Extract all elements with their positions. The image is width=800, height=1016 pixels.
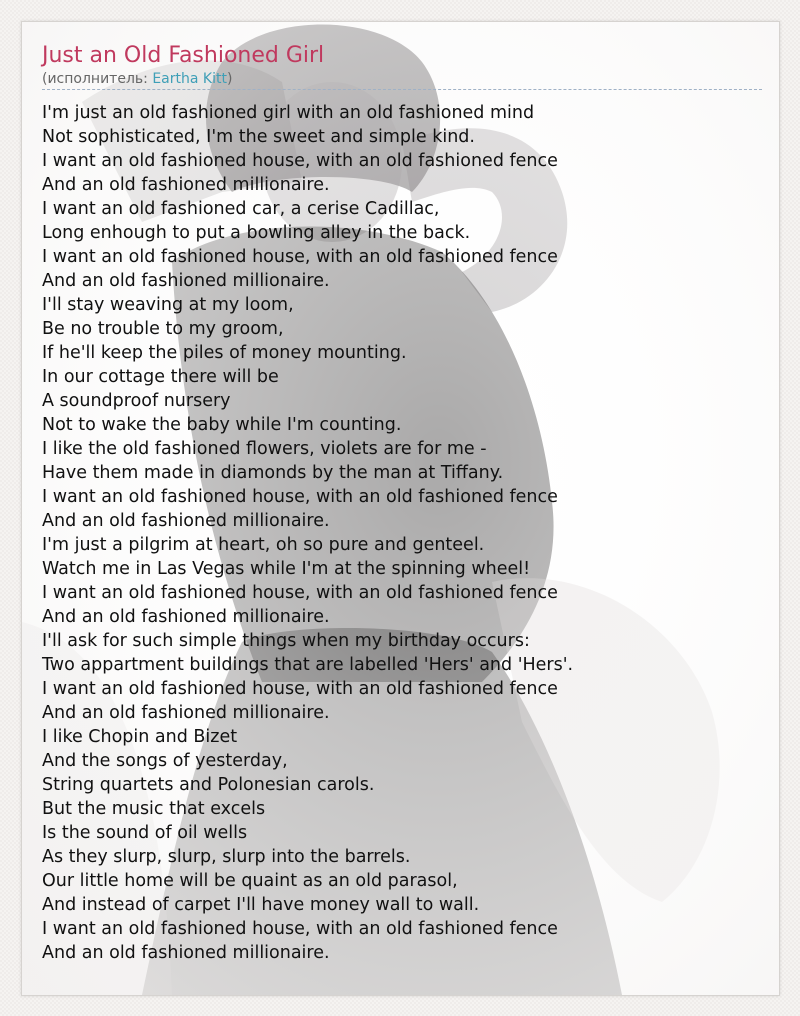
performer-link[interactable]: Eartha Kitt bbox=[152, 71, 227, 87]
lyric-line: I'm just a pilgrim at heart, oh so pure and genteel. bbox=[42, 535, 485, 555]
lyric-line: I'm just an old fashioned girl with an old fashioned mind bbox=[42, 103, 535, 123]
lyric-line: I want an old fashioned house, with an old fashioned fence bbox=[42, 583, 558, 603]
lyrics-card bbox=[21, 21, 780, 996]
lyric-line: Our little home will be quaint as an old parasol, bbox=[42, 871, 458, 891]
lyric-line: String quartets and Polonesian carols. bbox=[42, 775, 375, 795]
performer-suffix: ) bbox=[226, 71, 233, 87]
lyric-line: In our cottage there will be bbox=[42, 367, 279, 387]
lyric-line: I want an old fashioned house, with an old fashioned fence bbox=[42, 679, 558, 699]
performer-line bbox=[42, 70, 762, 88]
lyric-line: And an old fashioned millionaire. bbox=[42, 175, 330, 195]
lyric-line: Two appartment buildings that are labelled 'Hers' and 'Hers'. bbox=[42, 655, 574, 675]
lyric-line: Be no trouble to my groom, bbox=[42, 319, 284, 339]
lyrics-text bbox=[42, 101, 762, 965]
lyric-line: And an old fashioned millionaire. bbox=[42, 607, 330, 627]
lyric-line: I'll stay weaving at my loom, bbox=[42, 295, 294, 315]
lyric-line: Have them made in diamonds by the man at Tiffany. bbox=[42, 463, 504, 483]
lyric-line: Not to wake the baby while I'm counting. bbox=[42, 415, 402, 435]
lyric-line: Watch me in Las Vegas while I'm at the spinning wheel! bbox=[42, 559, 531, 579]
lyric-line: And instead of carpet I'll have money wall to wall. bbox=[42, 895, 480, 915]
lyric-line: As they slurp, slurp, slurp into the barrels. bbox=[42, 847, 411, 867]
song-title: Just an Old Fashioned Girl bbox=[42, 43, 325, 68]
lyric-line: I like the old fashioned flowers, violets are for me - bbox=[42, 439, 487, 459]
lyric-line: I want an old fashioned house, with an old fashioned fence bbox=[42, 487, 558, 507]
lyric-line: I want an old fashioned car, a cerise Cadillac, bbox=[42, 199, 440, 219]
lyric-line: I like Chopin and Bizet bbox=[42, 727, 238, 747]
lyric-line: And an old fashioned millionaire. bbox=[42, 511, 330, 531]
lyric-line: And the songs of yesterday, bbox=[42, 751, 288, 771]
lyric-line: I want an old fashioned house, with an old fashioned fence bbox=[42, 151, 558, 171]
lyric-line: I want an old fashioned house, with an old fashioned fence bbox=[42, 919, 558, 939]
lyric-line: Is the sound of oil wells bbox=[42, 823, 248, 843]
lyric-line: But the music that excels bbox=[42, 799, 266, 819]
lyric-line: If he'll keep the piles of money mounting. bbox=[42, 343, 407, 363]
lyric-line: Not sophisticated, I'm the sweet and simple kind. bbox=[42, 127, 475, 147]
lyric-line: A soundproof nursery bbox=[42, 391, 231, 411]
title-divider bbox=[42, 89, 762, 90]
lyric-line: I'll ask for such simple things when my birthday occurs: bbox=[42, 631, 530, 651]
lyric-line: And an old fashioned millionaire. bbox=[42, 943, 330, 963]
performer-prefix: (исполнитель: bbox=[42, 71, 153, 87]
lyrics-content bbox=[42, 42, 762, 965]
lyric-line: And an old fashioned millionaire. bbox=[42, 271, 330, 291]
lyric-line: Long enhough to put a bowling alley in the back. bbox=[42, 223, 471, 243]
lyric-line: And an old fashioned millionaire. bbox=[42, 703, 330, 723]
lyric-line: I want an old fashioned house, with an old fashioned fence bbox=[42, 247, 558, 267]
